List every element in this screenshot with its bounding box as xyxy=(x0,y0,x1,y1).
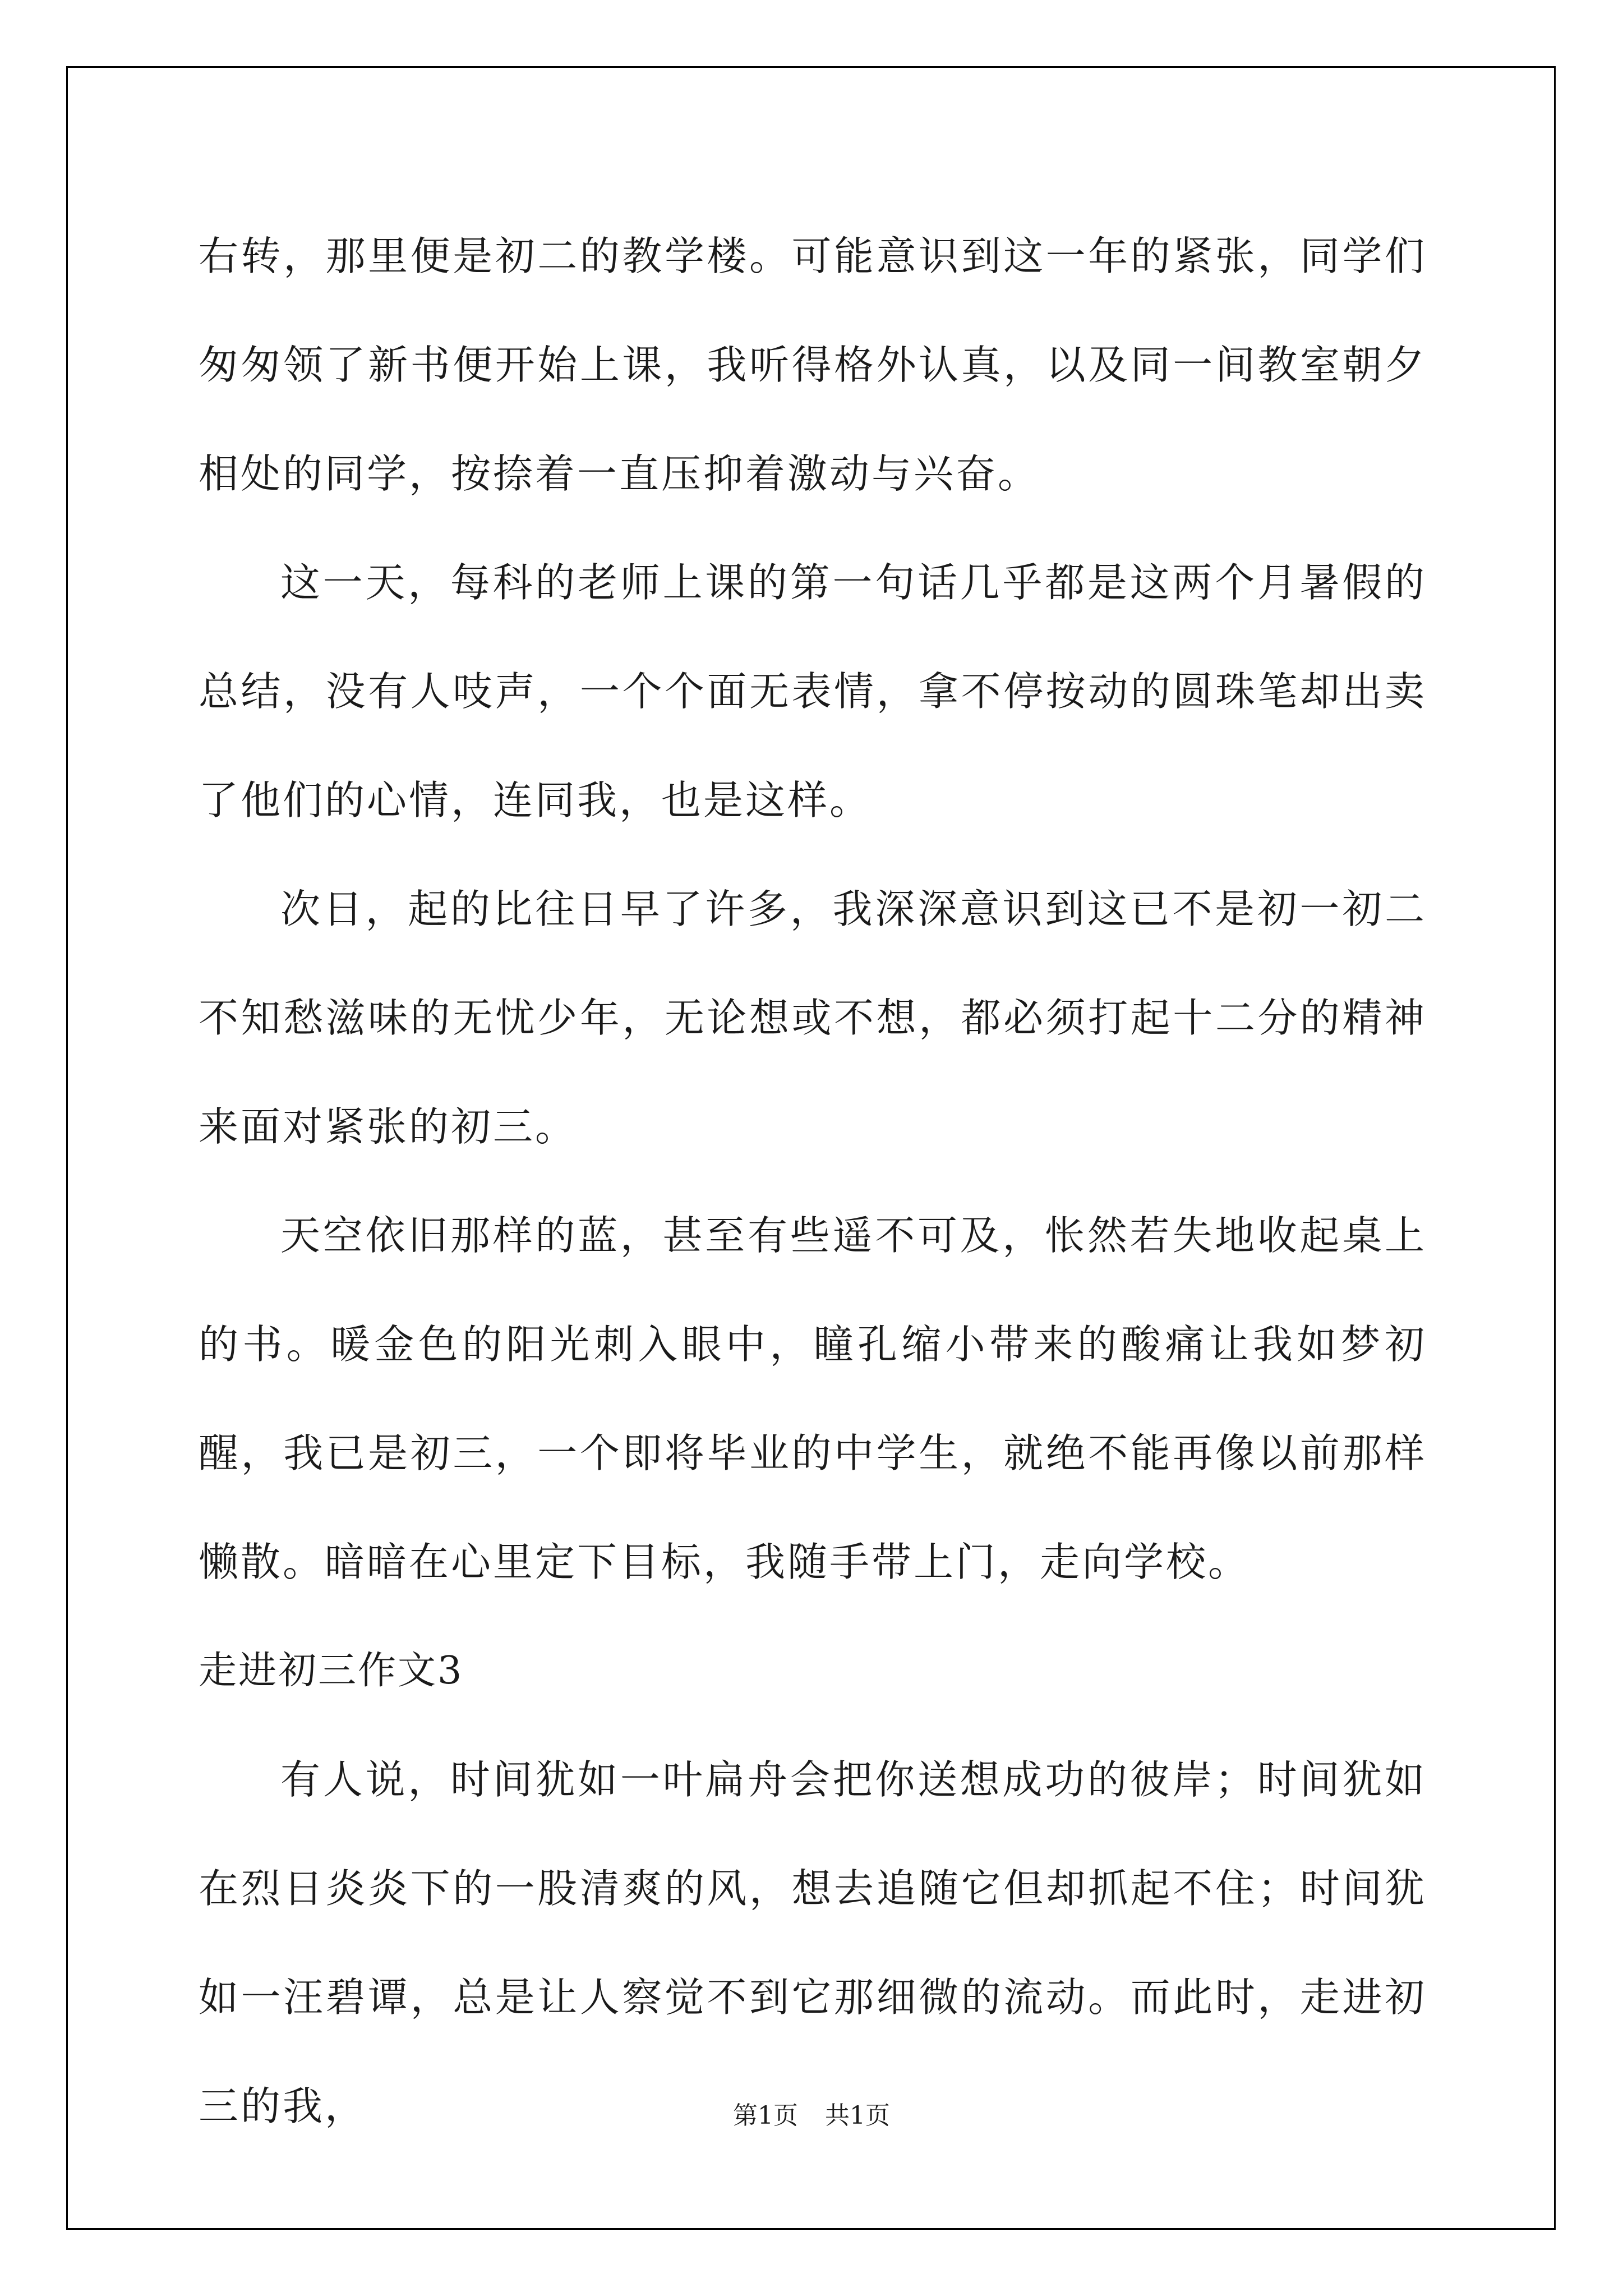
paragraph-3: 次日，起的比往日早了许多，我深深意识到这已不是初一初二不知愁滋味的无忧少年，无论想或不想，都必须打起十二分的精神来面对紧张的初三。 xyxy=(199,886,1427,1150)
paragraph-4: 天空依旧那样的蓝，甚至有些遥不可及，怅然若失地收起桌上的书。暖金色的阳光刺入眼中，瞳孔缩小带来的酸痛让我如梦初醒，我已是初三，一个即将毕业的中学生，就绝不能再像以前那样懒散。暗暗在心里定下目标，我随手带上门，走向学校。 xyxy=(199,1212,1427,1585)
page-footer xyxy=(0,2095,1623,2131)
document-body xyxy=(199,202,1427,2161)
page-total: 共1页 xyxy=(825,2101,890,2130)
section-heading: 走进初三作文3 xyxy=(199,1649,464,1693)
page-number: 第1页 xyxy=(733,2101,798,2130)
paragraph-1: 右转，那里便是初二的教学楼。可能意识到这一年的紧张，同学们匆匆领了新书便开始上课，我听得格外认真，以及同一间教室朝夕相处的同学，按捺着一直压抑着激动与兴奋。 xyxy=(199,233,1427,497)
paragraph-5: 有人说，时间犹如一叶扁舟会把你送想成功的彼岸；时间犹如在烈日炎炎下的一股清爽的风，想去追随它但却抓起不住；时间犹如一汪碧谭，总是让人察觉不到它那细微的流动。而此时，走进初三的我， xyxy=(199,1756,1427,2129)
paragraph-2: 这一天，每科的老师上课的第一句话几乎都是这两个月暑假的总结，没有人吱声，一个个面无表情，拿不停按动的圆珠笔却出卖了他们的心情，连同我，也是这样。 xyxy=(199,559,1427,823)
